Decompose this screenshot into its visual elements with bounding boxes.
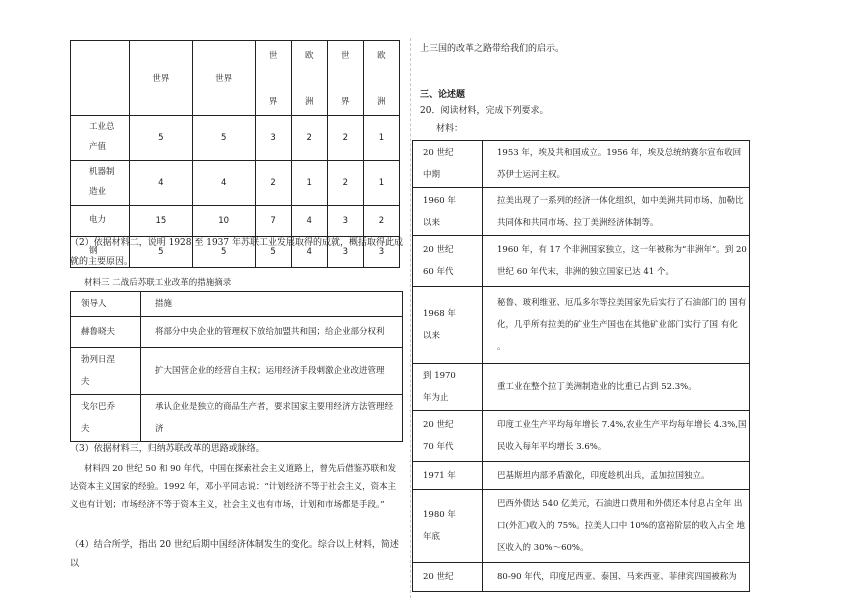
table-row — [413, 188, 750, 236]
table-cell: 5 — [130, 237, 193, 268]
measure-cell: 扩大国营企业的经营自主权；运用经济手段刺激企业改进管理 — [141, 348, 403, 395]
table-row — [71, 161, 400, 206]
table-row — [71, 317, 403, 348]
measure-cell: 承认企业是独立的商品生产者，要求国家主要用经济方法管理经济 — [141, 395, 403, 442]
time-cell: 1971 年 — [413, 462, 483, 490]
table-row — [71, 348, 403, 395]
table-cell: 4 — [192, 161, 255, 206]
table-row — [413, 411, 750, 462]
time-cell: 20 世纪 中期 — [413, 141, 483, 188]
table-cell: 2 — [327, 161, 363, 206]
leader-cell: 赫鲁晓夫 — [71, 317, 141, 348]
header-cell: 世 界 — [255, 41, 291, 116]
table-cell: 4 — [130, 161, 193, 206]
table-row — [413, 141, 750, 188]
table-cell: 5 — [192, 237, 255, 268]
question-2: （2）依据材料二，说明 1928 至 1937 年苏联工业发展取得的成就，概括取得此成就的主要原因。 — [70, 238, 403, 267]
event-cell: 印度工业生产平均每年增长 7.4%,农业生产平均每年增长 4.3%,国民收入每年平均增长 3.6%。 — [483, 411, 750, 462]
table-cell: 1 — [363, 116, 399, 161]
table-row — [413, 364, 750, 411]
table-row — [413, 490, 750, 563]
time-cell: 20 世纪 — [413, 563, 483, 592]
table-cell: 2 — [363, 206, 399, 237]
table-cell: 3 — [327, 206, 363, 237]
table-row — [413, 236, 750, 287]
table-row — [71, 206, 400, 237]
row-label: 机器制 造业 — [71, 161, 130, 206]
column-divider — [410, 38, 411, 598]
event-cell: 巴基斯坦内部矛盾激化，印度趁机出兵，孟加拉国独立。 — [483, 462, 750, 490]
leader-cell: 勃列日涅 夫 — [71, 348, 141, 395]
table-corner-cell — [71, 41, 130, 116]
table-cell: 10 — [192, 206, 255, 237]
question-4: （4）结合所学，指出 20 世纪后期中国经济体制发生的变化。综合以上材料，简述以 — [70, 540, 399, 569]
events-table — [412, 140, 750, 592]
table-cell: 1 — [363, 161, 399, 206]
material-label: 材料： — [436, 124, 464, 134]
table-cell: 5 — [255, 237, 291, 268]
header-cell: 世界 — [130, 41, 193, 116]
row-label: 电力 — [71, 206, 130, 237]
table-cell: 15 — [130, 206, 193, 237]
table-cell: 3 — [255, 116, 291, 161]
event-cell: 1960 年，有 17 个非洲国家独立，这一年被称为“非洲年”。到 20 世纪 60 年代末，非洲的独立国家已达 41 个。 — [483, 236, 750, 287]
table-row — [71, 116, 400, 161]
row-label: 钢 — [71, 237, 130, 268]
leader-cell: 戈尔巴乔 夫 — [71, 395, 141, 442]
table-cell: 5 — [130, 116, 193, 161]
table-cell: 5 — [192, 116, 255, 161]
time-cell: 1968 年 以来 — [413, 287, 483, 364]
question-4-continuation: 上三国的改革之路带给我们的启示。 — [420, 44, 565, 54]
table-cell: 2 — [255, 161, 291, 206]
event-cell: 1953 年，埃及共和国成立。1956 年，埃及总统纳赛尔宣布收回 苏伊士运河主权。 — [483, 141, 750, 188]
question-20: 20．阅读材料，完成下列要求。 — [420, 106, 549, 116]
header-cell: 世 界 — [327, 41, 363, 116]
time-cell: 1980 年 年底 — [413, 490, 483, 563]
event-cell: 重工业在整个拉丁美洲制造业的比重已占到 52.3%。 — [483, 364, 750, 411]
header-cell: 世界 — [192, 41, 255, 116]
event-cell: 拉美出现了一系列的经济一体化组织，如中美洲共同市场、加勒比共同体和共同市场、拉丁美洲经济体制等。 — [483, 188, 750, 236]
table-cell: 7 — [255, 206, 291, 237]
header-cell-leader: 领导人 — [71, 292, 141, 317]
table-cell: 4 — [291, 206, 327, 237]
table-row — [413, 462, 750, 490]
material-4: 材料四 20 世纪 50 和 90 年代，中国在探索社会主义道路上，曾先后借鉴苏联和发达资本主义国家的经验。1992 年，邓小平同志说：“计划经济不等于社会主义，资本主义也有计划；市场经济不等于资本主义，社会主义也有市场，计划和市场都是手段。” — [70, 464, 397, 510]
event-cell: 巴西外债达 540 亿美元，石油进口费用和外债还本付息占全年 出口(外汇)收入的 75%。拉美人口中 10%的富裕阶层的收入占全 地区收入的 30%～60%。 — [483, 490, 750, 563]
table-row — [413, 287, 750, 364]
table-cell: 4 — [291, 237, 327, 268]
material-3-title: 材料三 二战后苏联工业改革的措施摘录 — [84, 278, 232, 288]
table-row — [71, 395, 403, 442]
header-cell-measure: 措施 — [141, 292, 403, 317]
table-cell: 3 — [363, 237, 399, 268]
time-cell: 20 世纪 60 年代 — [413, 236, 483, 287]
table-cell: 2 — [327, 116, 363, 161]
measure-cell: 将部分中央企业的管理权下放给加盟共和国；给企业部分权利 — [141, 317, 403, 348]
header-cell: 欧 洲 — [363, 41, 399, 116]
reform-table — [70, 291, 403, 442]
event-cell: 秘鲁、玻利维亚、厄瓜多尔等拉美国家先后实行了石油部门的 国有化，几乎所有拉美的矿业生产国也在其他矿业部门实行了国 有化 。 — [483, 287, 750, 364]
event-cell: 80-90 年代，印度尼西亚、泰国、马来西亚、菲律宾四国被称为 — [483, 563, 750, 592]
table-cell: 2 — [291, 116, 327, 161]
time-cell: 到 1970 年为止 — [413, 364, 483, 411]
table-header-row — [71, 292, 403, 317]
table-row — [413, 563, 750, 592]
time-cell: 1960 年 以来 — [413, 188, 483, 236]
section-heading: 三、论述题 — [420, 90, 466, 100]
question-3: （3）依据材料三，归纳苏联改革的思路或脉络。 — [70, 444, 265, 454]
table-cell: 3 — [327, 237, 363, 268]
row-label: 工业总 产值 — [71, 116, 130, 161]
table-cell: 1 — [291, 161, 327, 206]
header-cell: 欧 洲 — [291, 41, 327, 116]
time-cell: 20 世纪 70 年代 — [413, 411, 483, 462]
